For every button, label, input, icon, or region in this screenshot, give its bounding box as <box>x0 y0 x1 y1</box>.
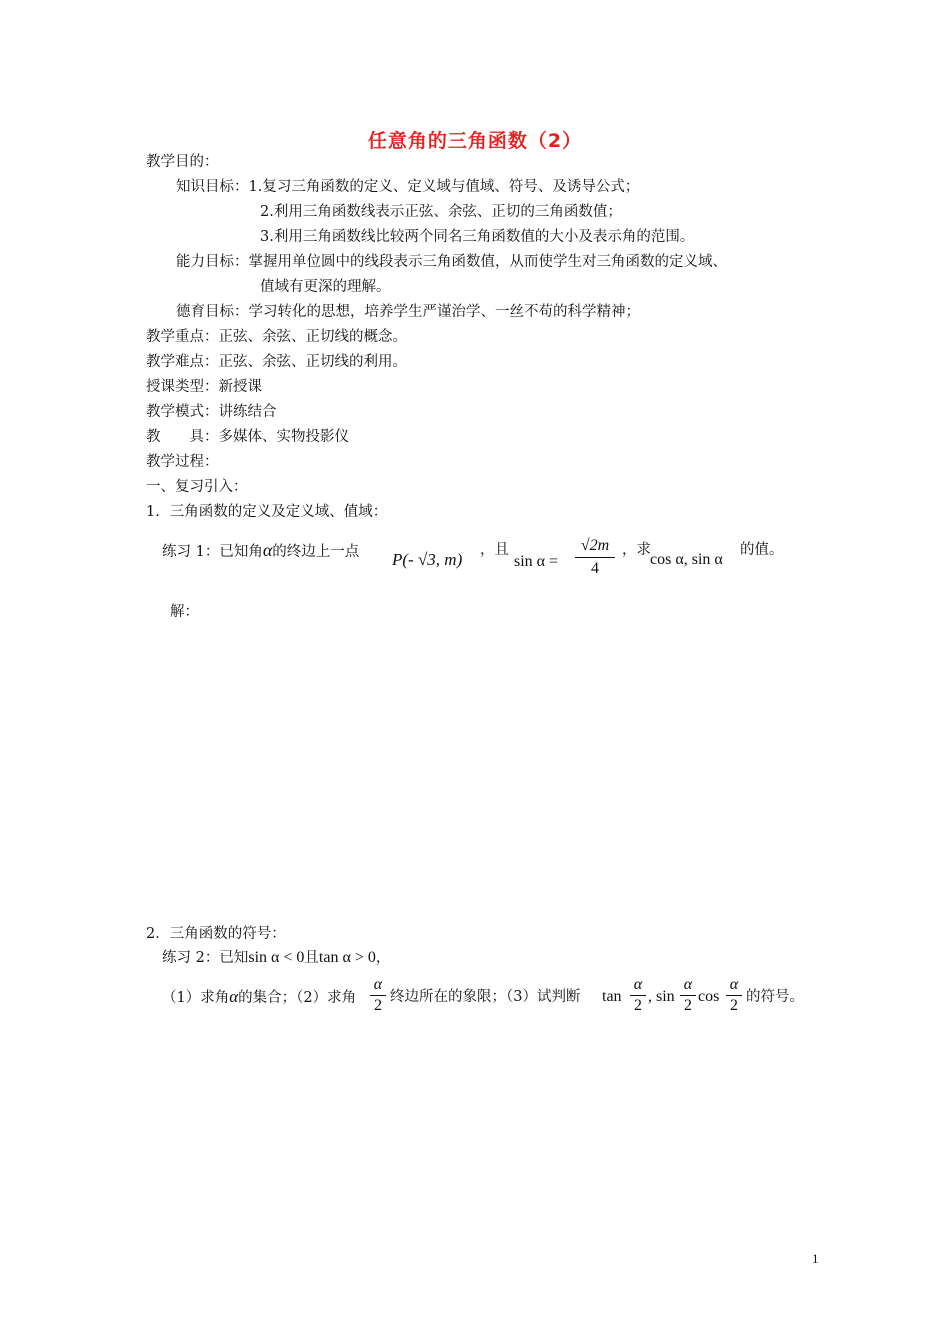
sin-label: , sin <box>648 988 675 1005</box>
moral-label: 德育目标： <box>176 304 249 320</box>
teaching-focus: 教学重点：正弦、余弦、正切线的概念。 <box>146 329 407 345</box>
exercise-1 <box>162 540 359 590</box>
ability-label: 能力目标： <box>176 254 249 270</box>
half-alpha-den-4: 2 <box>730 997 738 1014</box>
condition-comma: ， <box>375 950 391 966</box>
knowledge-item-2: 2.利用三角函数线表示正弦、余弦、正切的三角函数值； <box>260 204 622 220</box>
half-alpha-num-4: α <box>729 976 739 993</box>
exercise-1-prefix: 练习 1：已知角 <box>162 544 263 560</box>
half-alpha-fraction-3 <box>680 975 696 1016</box>
ability-text-2: 值域有更深的理解。 <box>260 279 391 295</box>
objectives-heading: 教学目的： <box>146 154 219 170</box>
exercise-2-q1 <box>162 987 356 1008</box>
half-alpha-den-1: 2 <box>374 997 382 1014</box>
condition-and: 且 <box>304 950 319 966</box>
q1-tail: 的集合；（2）求角 <box>238 990 357 1006</box>
q1-prefix: （1）求角 <box>162 990 230 1006</box>
sin-fraction-denominator: 4 <box>591 560 599 577</box>
point-p <box>392 550 462 570</box>
exercise-1-targets: cos α, sin α <box>650 551 723 568</box>
condition-tan: tan α > 0 <box>318 949 376 966</box>
section-1-heading: 一、复习引入： <box>146 479 248 495</box>
q1-alpha: α <box>229 987 239 1006</box>
solution-label: 解： <box>170 604 199 620</box>
tools-label: 教 具： <box>146 429 219 445</box>
half-alpha-fraction-2 <box>630 975 646 1016</box>
knowledge-label: 知识目标： <box>176 179 249 195</box>
sin-fraction <box>573 536 617 579</box>
half-alpha-fraction-1 <box>370 975 386 1016</box>
tools-value: 多媒体、实物投影仪 <box>218 429 349 445</box>
half-alpha-num-2: α <box>633 976 643 993</box>
ability-objective <box>176 252 727 272</box>
teaching-tools <box>146 427 349 447</box>
moral-objective <box>176 302 640 322</box>
item-1-heading: 1．三角函数的定义及定义域、值域： <box>146 504 388 520</box>
knowledge-objective <box>176 177 639 197</box>
teaching-process: 教学过程： <box>146 454 219 470</box>
lesson-type: 授课类型：新授课 <box>146 379 262 395</box>
page-title: 任意角的三角函数（2） <box>367 130 583 152</box>
exercise-2-condition <box>162 948 390 968</box>
teaching-difficulty: 教学难点：正弦、余弦、正切线的利用。 <box>146 354 407 370</box>
alpha-symbol: α <box>262 540 273 560</box>
cos-label: cos <box>698 988 720 1005</box>
condition-sin: sin α < 0 <box>248 949 305 966</box>
sin-fraction-numerator: √2m <box>580 537 610 554</box>
half-alpha-den-3: 2 <box>684 997 692 1014</box>
teaching-mode: 教学模式：讲练结合 <box>146 404 277 420</box>
page-number: 1 <box>812 1251 819 1266</box>
exercise-1-text-a: 的终边上一点 <box>272 544 360 560</box>
item-2-heading: 2．三角函数的符号： <box>146 926 286 942</box>
half-alpha-num-3: α <box>683 976 693 993</box>
exercise-1-text-d: 的值。 <box>740 542 784 558</box>
knowledge-item-3: 3.利用三角函数线比较两个同名三角函数值的大小及表示角的范围。 <box>260 229 695 245</box>
half-alpha-den-2: 2 <box>634 997 642 1014</box>
ability-text-1: 掌握用单位圆中的线段表示三角函数值，从而使学生对三角函数的定义域、 <box>248 254 727 270</box>
exercise-1-text-b: ，且 <box>480 542 509 558</box>
exercise-1-text-c: ，求 <box>622 542 651 558</box>
half-alpha-fraction-4 <box>726 975 742 1016</box>
moral-text: 学习转化的思想，培养学生严谨治学、一丝不苟的科学精神； <box>248 304 640 320</box>
knowledge-item-1: 1.复习三角函数的定义、定义域与值域、符号、及诱导公式； <box>248 179 640 195</box>
sin-lhs: sin α = <box>514 553 559 570</box>
q2-tail: 终边所在的象限；（3）试判断 <box>390 989 581 1005</box>
half-alpha-num-1: α <box>373 976 383 993</box>
exercise-2-prefix: 练习 2：已知 <box>162 950 249 966</box>
point-p-expr: P(- √3, m) <box>392 550 463 569</box>
q3-tail: 的符号。 <box>746 989 804 1005</box>
fraction-bar <box>575 557 615 558</box>
tan-label: tan <box>602 988 622 1005</box>
